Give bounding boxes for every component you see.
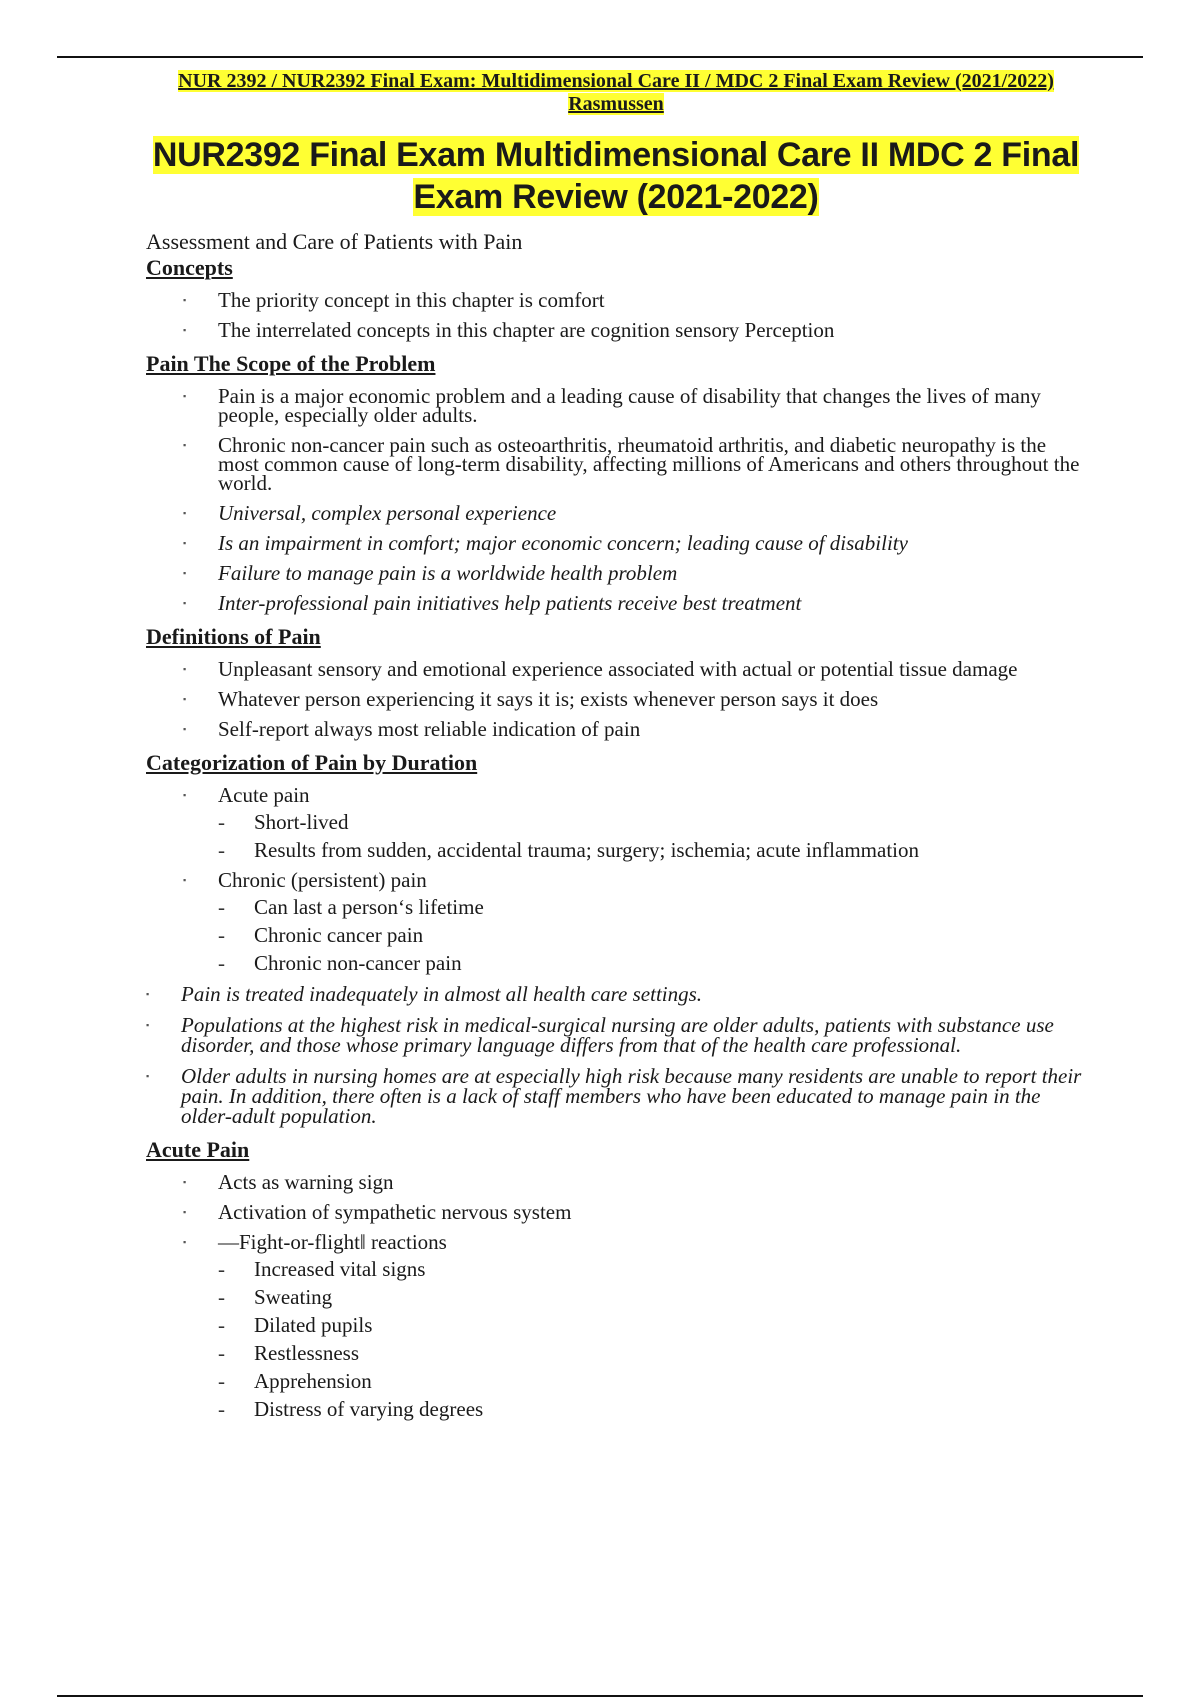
list-item: ▪ Is an impairment in comfort; major economic concern; leading cause of disability	[183, 534, 1086, 553]
list-item: ▪ The priority concept in this chapter is comfort	[183, 291, 1086, 310]
duration-notes	[146, 984, 1086, 1126]
list-item: ▪ Chronic non-cancer pain such as osteoarthritis, rheumatoid arthritis, and diabetic neuropathy is the most common cause of long-term disability, affecting millions of Americans and others throughout the world.	[183, 436, 1086, 493]
intro-line: Assessment and Care of Patients with Pain	[146, 229, 523, 254]
sub-list-item: - Increased vital signs	[254, 1259, 1086, 1279]
list-item-acute	[183, 783, 1086, 862]
sub-list-item: - Sweating	[254, 1287, 1086, 1307]
sub-list-item: - Chronic cancer pain	[254, 925, 1086, 945]
list-item: ▪ Whatever person experiencing it says it is; exists whenever person says it does	[183, 690, 1086, 709]
list-item: ▪ Failure to manage pain is a worldwide health problem	[183, 564, 1086, 583]
sub-list-item: - Can last a person‘s lifetime	[254, 897, 1086, 917]
definitions-list	[146, 657, 1086, 741]
list-item-fight-or-flight	[183, 1230, 1086, 1421]
note-item: ▪ Populations at the highest risk in medical-surgical nursing are older adults, patients with substance use disorder, and those whose primary language differs from that of the health care professional.	[146, 1015, 1086, 1055]
sub-list-item: - Restlessness	[254, 1343, 1086, 1363]
list-item: ▪ Self-report always most reliable indication of pain	[183, 720, 1086, 739]
bottom-rule	[57, 1695, 1143, 1697]
list-item: ▪ Universal, complex personal experience	[183, 504, 1086, 523]
list-item: ▪ The interrelated concepts in this chapter are cognition sensory Perception	[183, 321, 1086, 340]
sub-list-item: - Dilated pupils	[254, 1315, 1086, 1335]
note-item: ▪ Pain is treated inadequately in almost all health care settings.	[146, 984, 1086, 1004]
sub-list-item: - Results from sudden, accidental trauma; surgery; ischemia; acute inflammation	[254, 840, 1086, 860]
document-subtitle: NUR 2392 / NUR2392 Final Exam: Multidimensional Care II / MDC 2 Final Exam Review (2021/2022) Rasmussen	[178, 70, 1054, 115]
section-heading-duration: Categorization of Pain by Duration	[146, 750, 478, 775]
list-item-chronic	[183, 868, 1086, 975]
document-title: NUR2392 Final Exam Multidimensional Care II MDC 2 Final Exam Review (2021-2022)	[152, 136, 1080, 216]
sub-list-item: - Chronic non-cancer pain	[254, 953, 1086, 973]
list-item-label: ―Fight-or-flight‖ reactions	[218, 1230, 447, 1254]
document-page	[146, 70, 1086, 1430]
scope-list	[146, 384, 1086, 615]
section-heading-definitions: Definitions of Pain	[146, 624, 321, 649]
list-item-label: Acute pain	[218, 783, 310, 807]
section-heading-acute-pain: Acute Pain	[146, 1137, 250, 1162]
acute-pain-list	[146, 1170, 1086, 1421]
sub-list-item: - Distress of varying degrees	[254, 1399, 1086, 1419]
chronic-sublist	[218, 897, 1086, 973]
list-item-label: Chronic (persistent) pain	[218, 868, 427, 892]
list-item: ▪ Acts as warning sign	[183, 1173, 1086, 1192]
list-item: ▪ Pain is a major economic problem and a leading cause of disability that changes the lives of many people, especially older adults.	[183, 387, 1086, 425]
concepts-list	[146, 288, 1086, 342]
acute-sublist	[218, 812, 1086, 860]
duration-list	[146, 783, 1086, 975]
section-heading-scope: Pain The Scope of the Problem	[146, 351, 436, 376]
note-item: ▪ Older adults in nursing homes are at especially high risk because many residents are unable to report their pain. In addition, there often is a lack of staff members who have been educated to manage pain in the older-adult population.	[146, 1066, 1086, 1126]
list-item: ▪ Unpleasant sensory and emotional experience associated with actual or potential tissue damage	[183, 660, 1086, 679]
reactions-sublist	[218, 1259, 1086, 1419]
sub-list-item: - Short-lived	[254, 812, 1086, 832]
sub-list-item: - Apprehension	[254, 1371, 1086, 1391]
top-rule	[57, 56, 1143, 58]
section-heading-concepts: Concepts	[146, 255, 233, 280]
list-item: ▪ Inter-professional pain initiatives help patients receive best treatment	[183, 594, 1086, 613]
list-item: ▪ Activation of sympathetic nervous system	[183, 1203, 1086, 1222]
